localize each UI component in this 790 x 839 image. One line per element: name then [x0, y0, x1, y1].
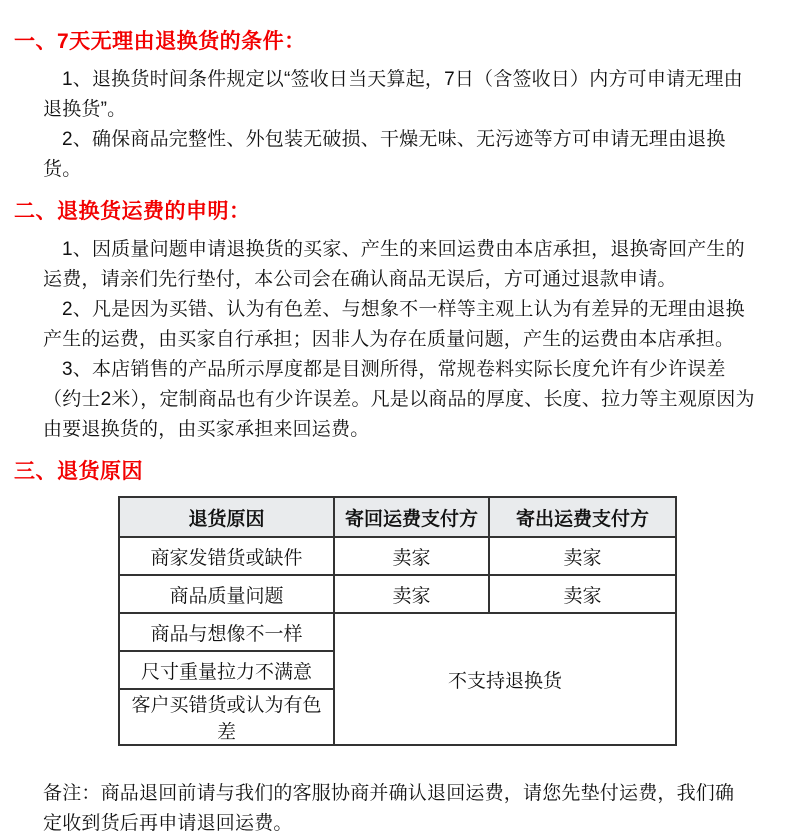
section-1-heading: 一、7天无理由退换货的条件： [14, 30, 306, 53]
no-return-merged-cell: 不支持退换货 [334, 613, 676, 745]
send-fee-payer-cell: 卖家 [489, 575, 676, 613]
section-3-heading: 三、退货原因 [14, 460, 143, 483]
policy-item: 2、凡是因为买错、认为有色差、与想象不一样等主观上认为有差异的无理由退换产生的运费，由买家自行承担；因非人为存在质量问题，产生的运费由本店承担。 [43, 299, 745, 350]
return-fee-payer-cell: 卖家 [334, 537, 489, 575]
return-reason-cell: 商品与想像不一样 [119, 613, 334, 651]
footer-note: 备注：商品退回前请与我们的客服协商并确认退回运费，请您先垫付运费，我们确定收到货后再申请退回运费。 [43, 783, 735, 834]
table-row [119, 575, 676, 613]
section-1-body [14, 65, 762, 185]
policy-item: 2、确保商品完整性、外包装无破损、干燥无味、无污迹等方可申请无理由退换货。 [43, 129, 726, 180]
policy-item: 1、退换货时间条件规定以“签收日当天算起，7日（含签收日）内方可申请无理由退换货”。 [43, 69, 743, 120]
return-reason-cell: 商家发错货或缺件 [119, 537, 334, 575]
return-fee-payer-cell: 卖家 [334, 575, 489, 613]
return-reasons-table [118, 496, 677, 746]
table-header-send-fee-payer: 寄出运费支付方 [489, 497, 676, 537]
table-header-return-fee-payer: 寄回运费支付方 [334, 497, 489, 537]
table-header-row [119, 497, 676, 537]
table-header-reason: 退货原因 [119, 497, 334, 537]
policy-item: 1、因质量问题申请退换货的买家、产生的来回运费由本店承担，退换寄回产生的运费，请亲们先行垫付，本公司会在确认商品无误后，方可通过退款申请。 [43, 239, 745, 290]
table-row [119, 613, 676, 651]
return-reason-cell: 客户买错货或认为有色差 [119, 689, 334, 745]
return-reason-cell: 商品质量问题 [119, 575, 334, 613]
table-row [119, 537, 676, 575]
return-reason-cell: 尺寸重量拉力不满意 [119, 651, 334, 689]
policy-item: 3、本店销售的产品所示厚度都是目测所得，常规卷料实际长度允许有少许误差（约士2米），定制商品也有少许误差。凡是以商品的厚度、长度、拉力等主观原因为由要退换货的，由买家承担来回运费。 [43, 359, 755, 440]
section-2-heading: 二、退换货运费的申明： [14, 200, 251, 223]
send-fee-payer-cell: 卖家 [489, 537, 676, 575]
section-2-body [14, 235, 762, 445]
